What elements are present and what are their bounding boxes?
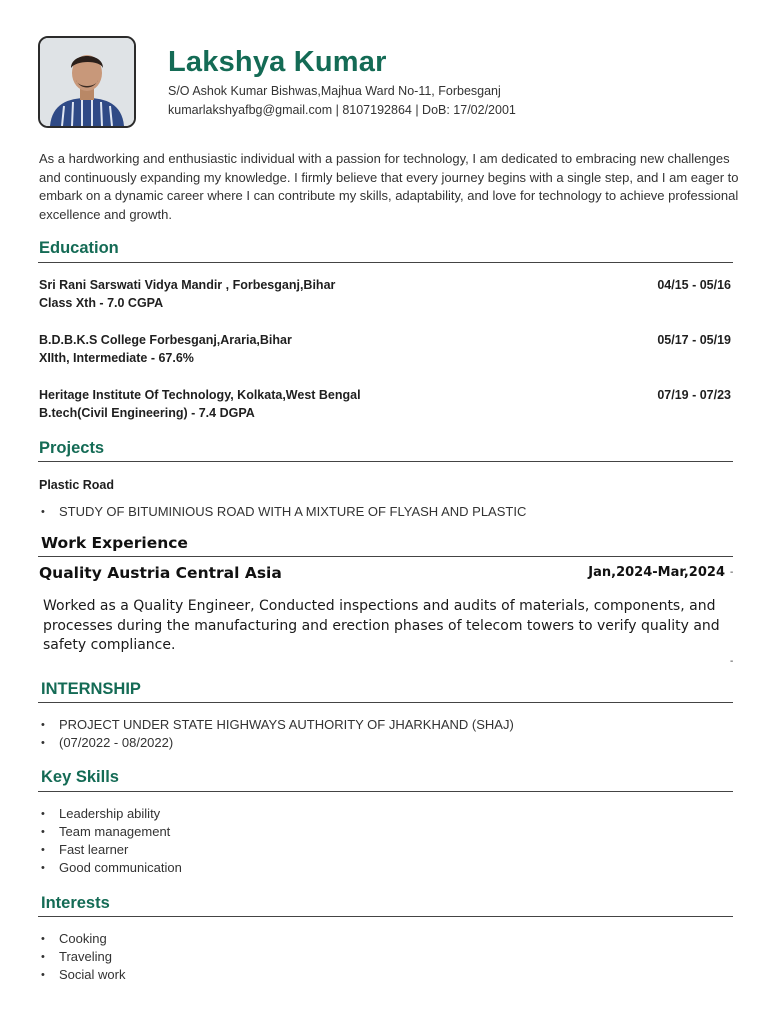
- education-detail: B.tech(Civil Engineering) - 7.4 DGPA: [39, 406, 255, 420]
- tick-mark: -: [730, 567, 734, 578]
- address-line: S/O Ashok Kumar Bishwas,Majhua Ward No-11, Forbesganj: [168, 84, 501, 98]
- bullet-icon: •: [41, 933, 45, 945]
- company-name: Quality Austria Central Asia: [39, 564, 282, 582]
- profile-photo: [38, 36, 136, 128]
- list-item: • Cooking: [41, 931, 107, 946]
- work-dates: Jan,2024-Mar,2024: [588, 565, 725, 580]
- education-heading: Education: [39, 239, 119, 257]
- projects-divider: [38, 461, 733, 462]
- tick-mark: -: [730, 656, 734, 667]
- skills-divider: [38, 791, 733, 792]
- work-heading: Work Experience: [41, 534, 188, 552]
- internship-divider: [38, 702, 733, 703]
- internship-bullets: [39, 716, 514, 752]
- internship-heading: INTERNSHIP: [41, 680, 141, 698]
- education-dates: 07/19 - 07/23: [657, 388, 731, 402]
- profile-summary: As a hardworking and enthusiastic individual with a passion for technology, I am dedicated to embracing new challenges and continuously expanding my knowledge. I firmly believe that every journey begins with a single step, and I am eager to embark on a dynamic career where I can contribute my skills, adaptability, and love for technology to achieve professional excellence and growth.: [39, 151, 739, 222]
- skills-heading: Key Skills: [41, 768, 119, 786]
- bullet-icon: •: [41, 506, 45, 518]
- education-institution: Sri Rani Sarswati Vidya Mandir , Forbesganj,Bihar: [39, 278, 336, 292]
- list-item: • (07/2022 - 08/2022): [41, 735, 174, 750]
- bullet-icon: •: [41, 719, 45, 731]
- education-institution: Heritage Institute Of Technology, Kolkata,West Bengal: [39, 388, 361, 402]
- list-item: • Good communication: [41, 860, 182, 875]
- list-item: • Leadership ability: [41, 806, 161, 821]
- work-divider: [38, 556, 733, 557]
- bullet-icon: •: [41, 826, 45, 838]
- interests-divider: [38, 916, 733, 917]
- education-dates: 05/17 - 05/19: [657, 333, 731, 347]
- bullet-icon: •: [41, 737, 45, 749]
- bullet-icon: •: [41, 808, 45, 820]
- project-name: Plastic Road: [39, 478, 115, 492]
- bullet-icon: •: [41, 969, 45, 981]
- list-item: • Traveling: [41, 949, 112, 964]
- person-portrait-icon: [40, 38, 134, 126]
- candidate-name: Lakshya Kumar: [168, 46, 387, 78]
- education-dates: 04/15 - 05/16: [657, 278, 731, 292]
- list-item: • Team management: [41, 824, 171, 839]
- education-institution: B.D.B.K.S College Forbesganj,Araria,Bihar: [39, 333, 292, 347]
- education-divider: [38, 262, 733, 263]
- bullet-icon: •: [41, 844, 45, 856]
- list-item: • PROJECT UNDER STATE HIGHWAYS AUTHORITY OF JHARKHAND (SHAJ): [41, 717, 514, 732]
- bullet-icon: •: [41, 951, 45, 963]
- work-description: Worked as a Quality Engineer, Conducted inspections and audits of materials, components, and processes during the manufacturing and erection phases of telecom towers to verify quality and safety compliance.: [43, 598, 720, 653]
- list-item: • Fast learner: [41, 842, 129, 857]
- list-item: • STUDY OF BITUMINIOUS ROAD WITH A MIXTURE OF FLYASH AND PLASTIC: [41, 504, 527, 519]
- list-item: • Social work: [41, 967, 126, 982]
- projects-heading: Projects: [39, 439, 105, 457]
- interests-heading: Interests: [41, 894, 110, 912]
- skills-bullets: [39, 805, 182, 877]
- interests-bullets: [39, 930, 125, 984]
- project-bullets: [39, 503, 526, 521]
- contact-line: kumarlakshyafbg@gmail.com | 8107192864 | DoB: 17/02/2001: [168, 103, 516, 117]
- education-detail: XIIth, Intermediate - 67.6%: [39, 351, 194, 365]
- education-detail: Class Xth - 7.0 CGPA: [39, 296, 164, 310]
- bullet-icon: •: [41, 862, 45, 874]
